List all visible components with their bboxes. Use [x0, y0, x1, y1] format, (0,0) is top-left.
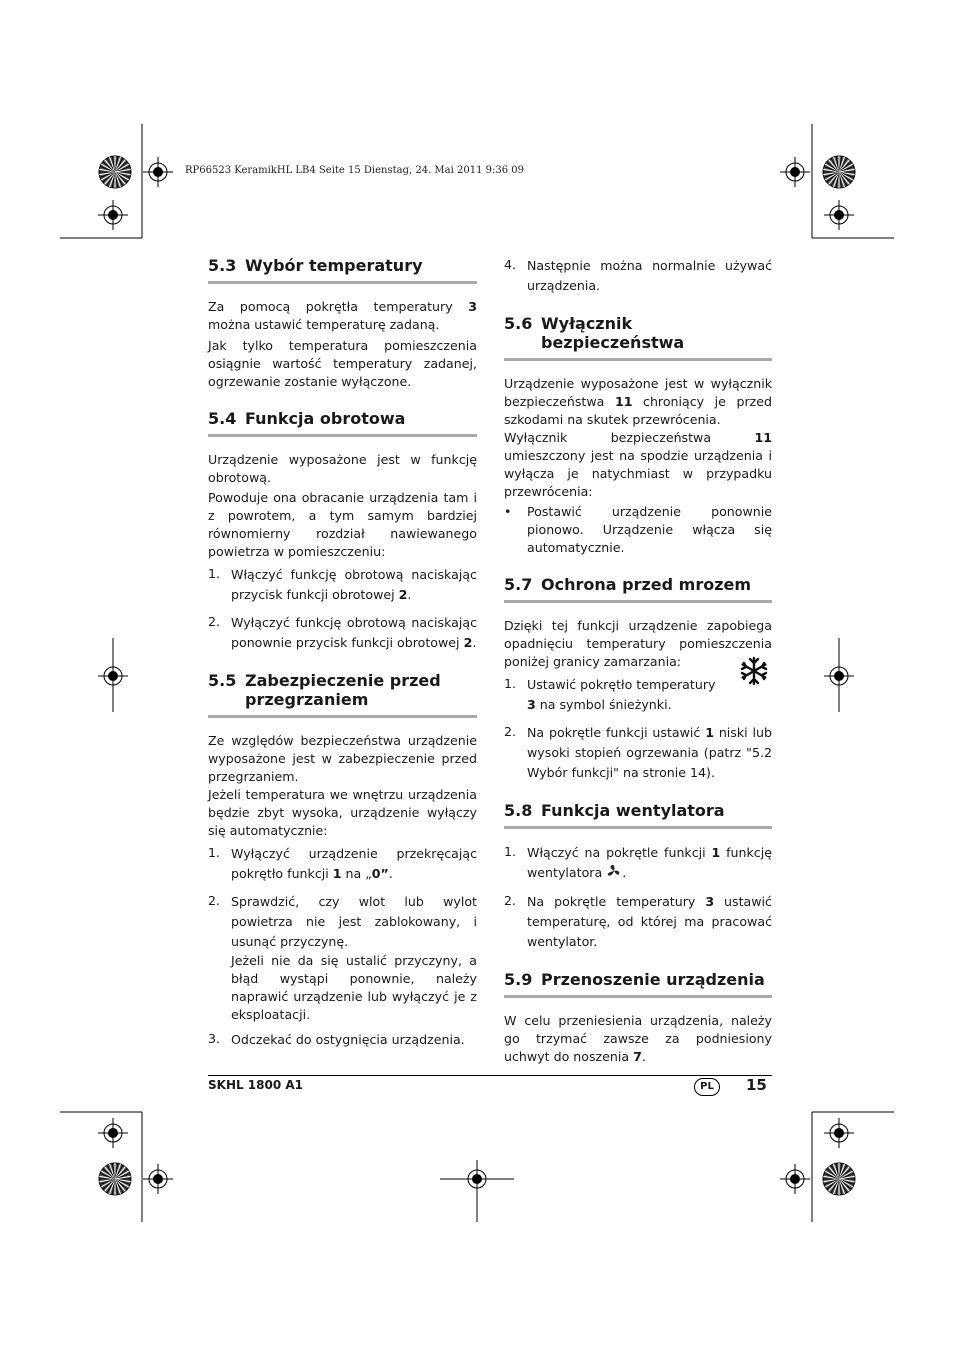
left-column: [208, 256, 477, 1050]
print-header: RP66523 KeramikHL LB4 Seite 15 Dienstag, 24. Mai 2011 9:36 09: [185, 165, 524, 176]
list-item: 3. Odczekać do ostygnięcia urządzenia.: [208, 1031, 465, 1047]
section-heading: 5.9 Przenoszenie urządzenia: [504, 970, 772, 998]
paragraph: Ze względów bezpieczeństwa urządzenie wyposażone jest w zabezpieczenie przed przegrzaniem.: [208, 733, 477, 784]
list-item: 2. Na pokrętle temperatury 3 ustawić temperaturę, od której ma pracować wentylator.: [504, 892, 772, 949]
footer-rule: [208, 1075, 772, 1076]
list-item: 2. Wyłączyć funkcję obrotową naciskając ponownie przycisk funkcji obrotowej 2.: [208, 614, 477, 650]
section-heading: 5.4 Funkcja obrotowa: [208, 409, 477, 437]
snowflake-icon: [738, 655, 770, 691]
section-heading: 5.5 Zabezpieczenie przed przegrzaniem: [208, 671, 477, 718]
list-item: 1. Włączyć na pokrętle funkcji 1 funkcję wentylatora .: [504, 843, 772, 884]
paragraph: Za pomocą pokrętła temperatury 3 można ustawić temperaturę zadaną.: [208, 299, 477, 332]
list-item: 1. Wyłączyć urządzenie przekręcając pokrętło funkcji 1 na „0”.: [208, 845, 477, 881]
section-5-3: [208, 256, 477, 391]
section-heading: 5.7 Ochrona przed mrozem: [504, 575, 772, 603]
list-item: 1. Włączyć funkcję obrotową naciskając przycisk funkcji obrotowej 2.: [208, 566, 477, 602]
paragraph: Urządzenie wyposażone jest w funkcję obrotową.: [208, 452, 477, 485]
fan-icon: [606, 864, 622, 884]
section-5-6: [504, 314, 772, 557]
paragraph: Dzięki tej funkcji urządzenie zapobiega opadnięciu temperatury pomieszczenia poniżej granicy zamarzania:: [504, 618, 772, 669]
list-item: 2. Sprawdzić, czy wlot lub wylot powietrza nie jest zablokowany, i usunąć przyczynę.: [208, 893, 477, 949]
footer-model: SKHL 1800 A1: [208, 1078, 304, 1092]
language-badge: PL: [694, 1078, 720, 1096]
section-5-9: [504, 970, 772, 1066]
steps-list: [208, 844, 477, 952]
list-item: 2. Na pokrętle funkcji ustawić 1 niski lub wysoki stopień ogrzewania (patrz "5.2 Wybór funkcji" na stronie 14).: [504, 724, 772, 780]
list-subparagraph: Jeżeli nie da się ustalić przyczyny, a błąd wystąpi ponownie, należy naprawić urządzenie lub wyłączyć je z eksploatacji.: [231, 953, 477, 1022]
paragraph: Jeżeli temperatura we wnętrzu urządzenia będzie zbyt wysoka, urządzenie wyłączy się automatycznie:: [208, 787, 477, 838]
section-5-4: [208, 409, 477, 653]
paragraph: Jak tylko temperatura pomieszczenia osiągnie wartość temperatury zadanej, ogrzewanie zostanie wyłączone.: [208, 338, 477, 389]
section-5-7: [504, 575, 772, 783]
steps-list: [504, 675, 772, 783]
list-item: 1. Ustawić pokrętło temperatury 3 na symbol śnieżynki.: [504, 676, 716, 712]
section-5-8: [504, 801, 772, 952]
section-5-5: [208, 671, 477, 1050]
section-heading: 5.6 Wyłącznik bezpieczeństwa: [504, 314, 772, 361]
steps-list: [504, 256, 772, 296]
paragraph: Powoduje ona obracanie urządzenia tam i z powrotem, a tym samym bardziej równomierny rozdział nawiewanego powietrza w pomieszczeniu:: [208, 490, 477, 559]
list-item: 4. Następnie można normalnie używać urządzenia.: [504, 257, 772, 293]
bullet-list: [504, 503, 772, 557]
page-number: 15: [746, 1076, 767, 1094]
steps-list: [504, 843, 772, 952]
paragraph: Urządzenie wyposażone jest w wyłącznik bezpieczeństwa 11 chroniący je przed szkodami na skutek przewrócenia.: [504, 376, 772, 427]
section-heading: 5.3 Wybór temperatury: [208, 256, 477, 284]
paragraph: W celu przeniesienia urządzenia, należy go trzymać zawsze za podniesiony uchwyt do noszenia 7.: [504, 1012, 772, 1064]
list-item: • Postawić urządzenie ponownie pionowo. Urządzenie włącza się automatycznie.: [504, 504, 772, 555]
section-heading: 5.8 Funkcja wentylatora: [504, 801, 772, 829]
right-column: [504, 256, 772, 1066]
paragraph: Wyłącznik bezpieczeństwa 11 umieszczony jest na spodzie urządzenia i wyłącza je natychmiast w przypadku przewrócenia:: [504, 430, 772, 499]
steps-list: [208, 1030, 477, 1050]
steps-list: [208, 565, 477, 653]
